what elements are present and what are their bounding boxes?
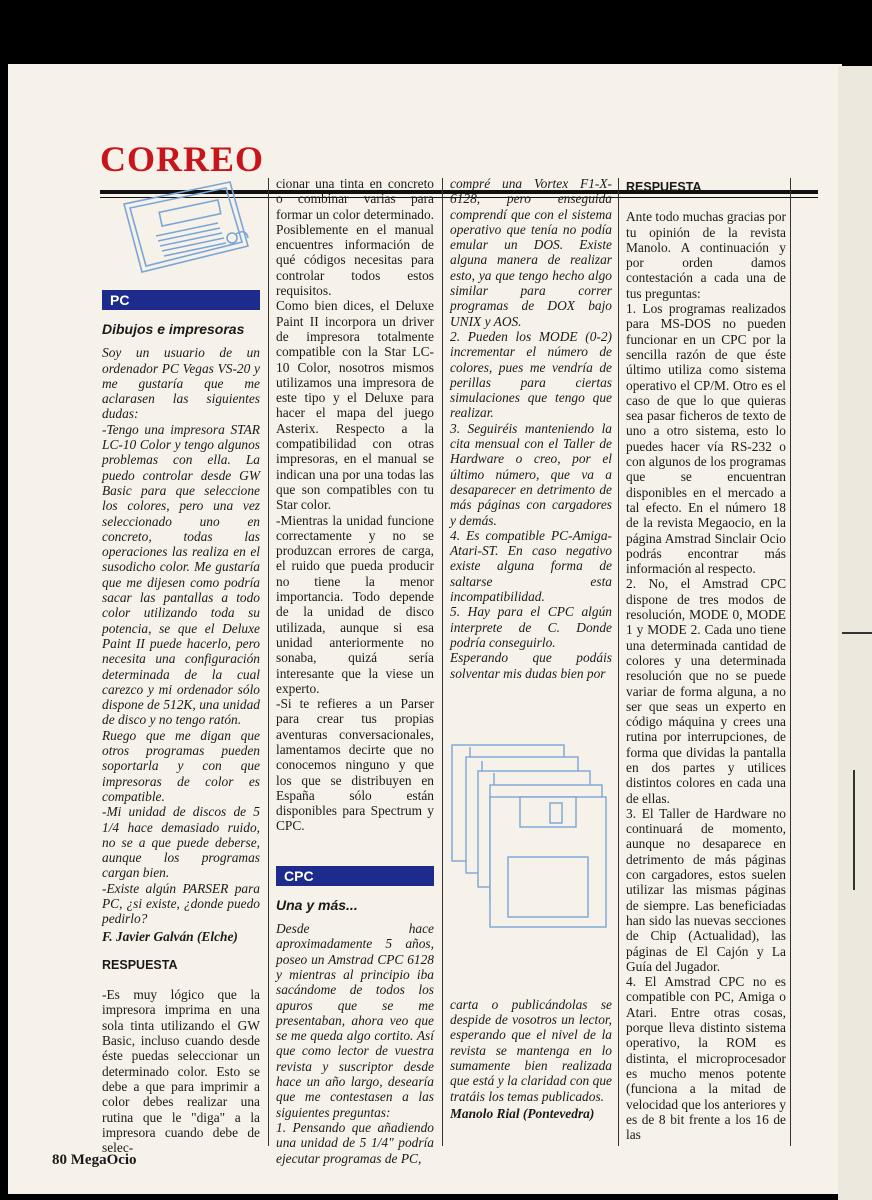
response-heading: RESPUESTA — [626, 180, 702, 194]
letter-paragraph: 2. Pueden los MODE (0-2) incrementar el número de colores, pues me vendría de perillas para ciertas simulaciones que tengo que realizar. — [450, 328, 612, 421]
response-paragraph: cionar una tinta en concreto o combinar varias para formar un color determinado. Posiblemente en el manual encuentres información de qué códigos necesitas para controlar todos estos requisitos. — [276, 176, 434, 299]
letter-paragraph: Ruego que me digan que otros programas pueden soportarla y con que impresoras de color es compatible. — [102, 727, 260, 804]
section-bar-cpc: CPC — [276, 866, 434, 886]
document-illustration-icon — [112, 176, 252, 282]
response-heading: RESPUESTA — [102, 957, 178, 972]
column-4 — [626, 176, 786, 1144]
page-folio: 80 MegaOcio — [52, 1152, 137, 1168]
letter-paragraph: 4. Es compatible PC-Amiga-Atari-ST. En caso negativo existe alguna forma de saltarse esta incompatibilidad. — [450, 527, 612, 605]
column-2 — [276, 176, 434, 1166]
letter-paragraph: 1. Pensando que añadiendo una unidad de 5 1/4" podría ejecutar programas de PC, — [276, 1119, 434, 1166]
response-paragraph: 3. El Taller de Hardware no continuará de momento, aunque no desaparece en detrimento de más páginas con cargadores, estos suelen utilizar las mismas páginas de siempre. Las beneficiadas han sido las nuevas secciones de Chip (Actualidad), las páginas de El Cajón y La Guía del Jugador. — [626, 805, 786, 974]
column-3 — [450, 176, 612, 1144]
response-paragraph: Ante todo muchas gracias por tu opinión de la revista Manolo. A continuación y por orden damos contestación a cada una de tus preguntas: — [626, 209, 786, 301]
letter-paragraph: compré una Vortex F1-X-6128, pero enseguida comprendí que con el sistema operativo que tenía no podía emular un DOS. Existe alguna manera de realizar esto, ya que tengo hecho algo similar para correr programas de DOX bajo UNIX y AOS. — [450, 176, 612, 329]
response-paragraph: -Es muy lógico que la impresora imprima en una sola tinta utilizando el GW Basic, incluso cuando desde éste puedas seleccionar un determinado color. Esto se debe a que para imprimir a color debes realizar una rutina que le "diga" a la impresora cuando debe de selec- — [102, 987, 260, 1156]
letter-paragraph: -Tengo una impresora STAR LC-10 Color y tengo algunos problemas con ella. La puedo controlar desde GW Basic para que seleccione los colores, pero una vez seleccionado uno en concreto, todas las operaciones las realiza en el susodicho color. Me gustaría que me dijesen como podría sacar las pantallas a todo color utilizando toda su potencia, se que el Deluxe Paint II puede hacerlo, pero necesita una configuración determinada de la cual carezco y mi ordenador sólo dispone de 512K, una unidad de disco y no tengo ratón. — [102, 421, 260, 728]
letter-paragraph: Soy un usuario de un ordenador PC Vegas VS-20 y me gustaría que me aclarasen las siguientes dudas: — [102, 345, 260, 422]
floppy-disks-illustration-icon — [450, 721, 612, 971]
section-bar-pc: PC — [102, 290, 260, 310]
column-1 — [102, 176, 260, 1156]
response-paragraph: -Mientras la unidad funcione correctamente y no se produzcan errores de carga, el ruido que pueda producir no tiene la menor importancia. Todo depende de la unidad de disco utilizada, aunque si esa unidad anteriormente no sonaba, quizá sería interesante que la viese un experto. — [276, 512, 434, 696]
letter-headline: Dibujos e impresoras — [102, 321, 245, 337]
response-paragraph: 2. No, el Amstrad CPC dispone de tres modos de resolución, MODE 0, MODE 1 y MODE 2. Cada uno tiene una determinada cantidad de colores y una determinada resolución que no se puede variar de forma alguna, a no ser que seas un experto en código máquina y crees una rutina por interrupciones, de forma que dividas la pantalla en dos partes y utilices distintos colores en cada una de ellas. — [626, 576, 786, 806]
letter-paragraph: -Mi unidad de discos de 5 1/4 hace demasiado ruido, no se a que puede deberse, aunque los programas cargan bien. — [102, 804, 260, 881]
letter-paragraph: Esperando que podáis solventar mis dudas bien por — [450, 650, 612, 681]
letter-headline: Una y más... — [276, 896, 358, 913]
next-page-rule — [842, 632, 872, 634]
next-page-rule-vertical — [853, 770, 855, 890]
column-divider — [618, 178, 619, 1146]
letter-paragraph: Desde hace aproximadamente 5 años, poseo un Amstrad CPC 6128 y mientras al principio iba sacándome de todos los apuros que se me presentaban, ahora veo que se me queda algo cortito. Así que como lector de vuestra revista y suscriptor desde hace un año largo, desearía que me contestasen a las siguientes preguntas: — [276, 921, 434, 1120]
response-paragraph: 4. El Amstrad CPC no es compatible con PC, Amiga o Atari. Entre otras cosas, porque lleva distinto sistema operativo, la ROM es distinta, el microprocesador es mucho menos potente (funciona a la mitad de velocidad que los anteriores y es de 8 bit frente a los 16 de las — [626, 974, 786, 1143]
section-title: CORREO — [100, 139, 265, 179]
column-divider — [268, 178, 269, 1146]
letter-paragraph: 5. Hay para el CPC algún interprete de C. Donde podría conseguirlo. — [450, 604, 612, 650]
letter-signature: Manolo Rial (Pontevedra) — [450, 1105, 595, 1121]
letter-paragraph: -Existe algún PARSER para PC, ¿si existe, ¿donde puedo pedirlo? — [102, 880, 260, 927]
column-divider — [790, 178, 791, 1146]
response-paragraph: 1. Los programas realizados para MS-DOS no pueden funcionar en un CPC por la sencilla razón de que éste último utiliza como sistema operativo el CP/M. Otro es el caso de que lo que quieras sea pasar ficheros de texto de uno a otro sistema, esto lo puedes hacer vía RS-232 o con algunos de los programas que se encuentran disponibles en el mercado a tal efecto. En el número 18 de la revista Megaocio, en la página Amstrad Sinclair Ocio podrás encontrar más información al respecto. — [626, 301, 786, 577]
column-divider — [442, 178, 443, 1146]
letter-paragraph: 3. Seguiréis manteniendo la cita mensual con el Taller de Hardware o creo, por el último número, que va a desaparecer en detrimento de más páginas con cargadores y demás. — [450, 420, 612, 528]
response-paragraph: Como bien dices, el Deluxe Paint II incorpora un driver de impresora totalmente compatible con la Star LC-10 Color, nosotros mismos utilizamos una impresora de este tipo y el Deluxe para hacer el mapa del juego Asterix. Respecto a la compatibilidad con otras impresoras, en el manual se indican una por una todas las que son compatibles con tu Star color. — [276, 298, 434, 513]
letter-paragraph: carta o publicándolas se despide de vosotros un lector, esperando que el nivel de la revista se mantenga en lo sumamente bien realizada que está y la claridad con que tratáis los temas publicados. — [450, 996, 612, 1104]
response-paragraph: -Si te refieres a un Parser para crear tus propias aventuras conversacionales, lamentamos decirte que no conocemos ninguno y que los que se distribuyen en España sólo están disponibles para Spectrum y CPC. — [276, 696, 434, 834]
letter-signature: F. Javier Galván (Elche) — [102, 928, 238, 944]
